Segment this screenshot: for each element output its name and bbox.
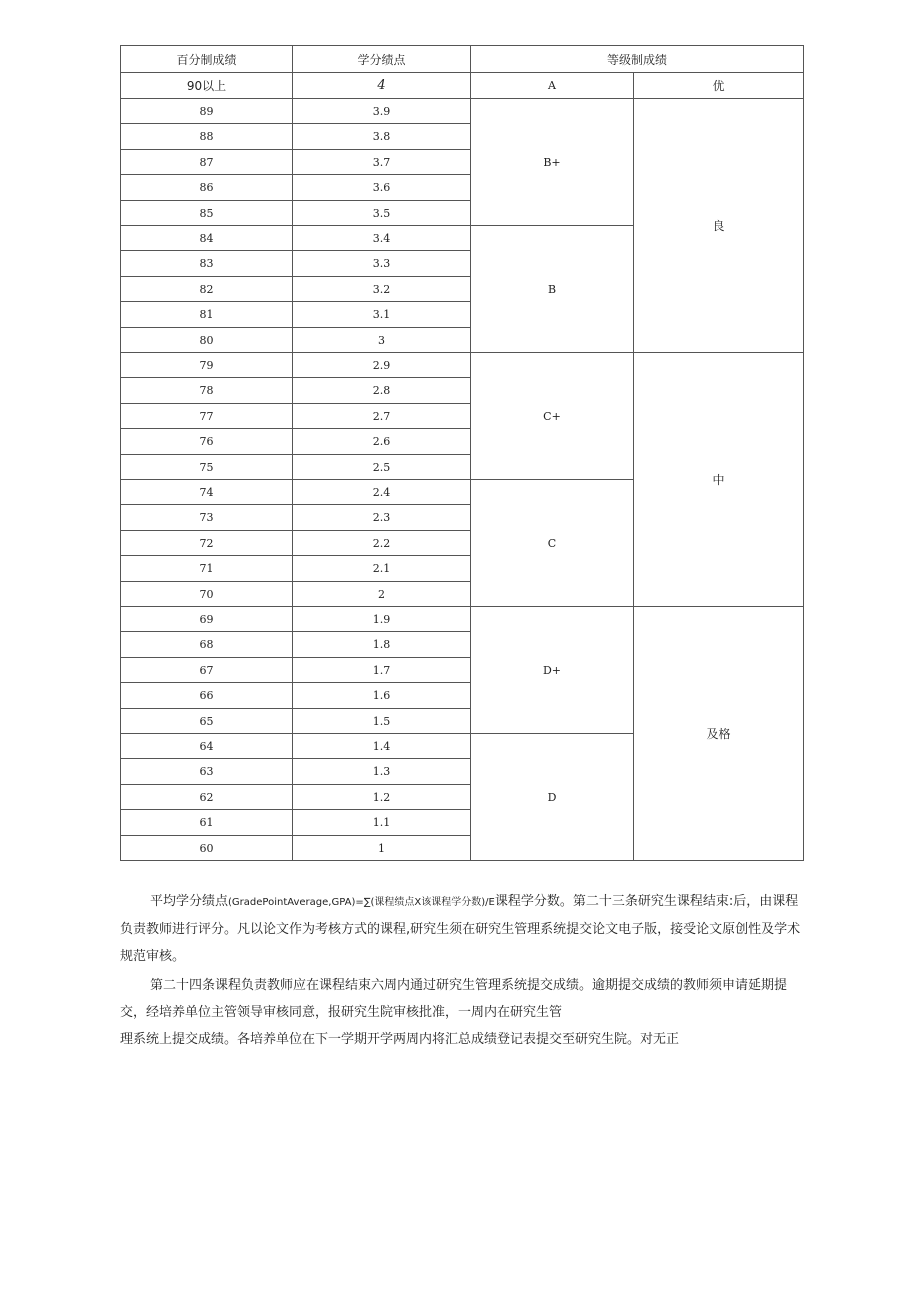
article-24-continued: 理系统上提交成绩。各培养单位在下一学期开学两周内将汇总成绩登记表提交至研究生院。对无正	[120, 1032, 680, 1047]
cell-gpa: 1.5	[293, 709, 471, 734]
grade-conversion-table	[120, 45, 804, 861]
cell-score: 82	[121, 277, 293, 302]
cell-letter-grade: C+	[471, 353, 634, 480]
cell-percent-90: 90以上	[121, 73, 293, 99]
table-row	[121, 99, 804, 124]
header-gpa: 学分绩点	[293, 46, 471, 73]
cell-gpa: 3.5	[293, 201, 471, 226]
cell-letter-a: A	[471, 73, 634, 99]
cell-gpa: 3.6	[293, 175, 471, 201]
cell-letter-grade: D	[471, 734, 634, 861]
gpa-label: 平均学分绩点	[150, 894, 229, 909]
cell-score: 74	[121, 480, 293, 505]
cell-gpa: 1.6	[293, 683, 471, 709]
cell-gpa: 2.6	[293, 429, 471, 455]
article-23-text: 课程学分数。第二十三条研究生课程结束:后，由课程负责教师进行评分。凡以论文作为考核方式的课程,研究生须在研究生管理系统提交论文电子版，接受论文原创性及学术规范审核。	[120, 894, 801, 964]
cell-gpa: 3.4	[293, 226, 471, 251]
cell-score: 83	[121, 251, 293, 277]
cell-score: 86	[121, 175, 293, 201]
cell-gpa: 2.2	[293, 531, 471, 556]
cell-score: 80	[121, 328, 293, 353]
cell-gpa: 1.8	[293, 632, 471, 658]
table-row	[121, 607, 804, 632]
cell-gpa: 3.1	[293, 302, 471, 328]
cell-gpa: 3.3	[293, 251, 471, 277]
cell-score: 69	[121, 607, 293, 632]
cell-score: 67	[121, 658, 293, 683]
cell-score: 88	[121, 124, 293, 150]
cell-gpa: 2.5	[293, 455, 471, 480]
cell-level-excellent: 优	[634, 73, 804, 99]
cell-score: 79	[121, 353, 293, 378]
cell-gpa: 2.4	[293, 480, 471, 505]
cell-score: 72	[121, 531, 293, 556]
paragraph-article-24	[120, 972, 805, 1053]
header-grade: 等级制成绩	[471, 46, 804, 73]
gpa-formula: (GradePointAverage,GPA)=∑(课程绩点X该课程学分数)/E	[228, 897, 495, 908]
cell-score: 73	[121, 505, 293, 531]
article-24-text: 第二十四条课程负责教师应在课程结束六周内通过研究生管理系统提交成绩。逾期提交成绩的教师须申请延期提交，经培养单位主管领导审核同意，报研究生院审核批准，一周内在研究生管	[120, 978, 788, 1020]
cell-score: 89	[121, 99, 293, 124]
cell-score: 87	[121, 150, 293, 175]
cell-score: 75	[121, 455, 293, 480]
cell-gpa: 2.3	[293, 505, 471, 531]
paragraph-gpa	[120, 888, 805, 970]
cell-gpa: 2.8	[293, 378, 471, 404]
cell-score: 60	[121, 836, 293, 861]
cell-score: 76	[121, 429, 293, 455]
cell-gpa: 1.3	[293, 759, 471, 785]
cell-gpa: 1.7	[293, 658, 471, 683]
cell-score: 81	[121, 302, 293, 328]
cell-gpa-4: 4	[293, 73, 471, 99]
cell-score: 64	[121, 734, 293, 759]
cell-score: 84	[121, 226, 293, 251]
cell-gpa: 3.2	[293, 277, 471, 302]
cell-gpa: 1	[293, 836, 471, 861]
cell-gpa: 1.4	[293, 734, 471, 759]
cell-gpa: 1.1	[293, 810, 471, 836]
cell-score: 78	[121, 378, 293, 404]
cell-score: 71	[121, 556, 293, 582]
cell-letter-grade: C	[471, 480, 634, 607]
cell-score: 85	[121, 201, 293, 226]
cell-score: 77	[121, 404, 293, 429]
cell-gpa: 2	[293, 582, 471, 607]
cell-gpa: 2.7	[293, 404, 471, 429]
cell-score: 63	[121, 759, 293, 785]
cell-gpa: 1.9	[293, 607, 471, 632]
header-percent: 百分制成绩	[121, 46, 293, 73]
cell-level-grade: 及格	[634, 607, 804, 861]
cell-gpa: 1.2	[293, 785, 471, 810]
cell-letter-grade: B	[471, 226, 634, 353]
cell-score: 61	[121, 810, 293, 836]
cell-gpa: 2.9	[293, 353, 471, 378]
cell-gpa: 2.1	[293, 556, 471, 582]
cell-gpa: 3.7	[293, 150, 471, 175]
table-row-top	[121, 73, 804, 99]
table-header-row	[121, 46, 804, 73]
cell-level-grade: 良	[634, 99, 804, 353]
cell-letter-grade: D+	[471, 607, 634, 734]
cell-gpa: 3.9	[293, 99, 471, 124]
cell-score: 66	[121, 683, 293, 709]
cell-gpa: 3	[293, 328, 471, 353]
cell-letter-grade: B+	[471, 99, 634, 226]
cell-score: 68	[121, 632, 293, 658]
cell-level-grade: 中	[634, 353, 804, 607]
cell-score: 62	[121, 785, 293, 810]
table-row	[121, 353, 804, 378]
cell-score: 70	[121, 582, 293, 607]
cell-gpa: 3.8	[293, 124, 471, 150]
cell-score: 65	[121, 709, 293, 734]
